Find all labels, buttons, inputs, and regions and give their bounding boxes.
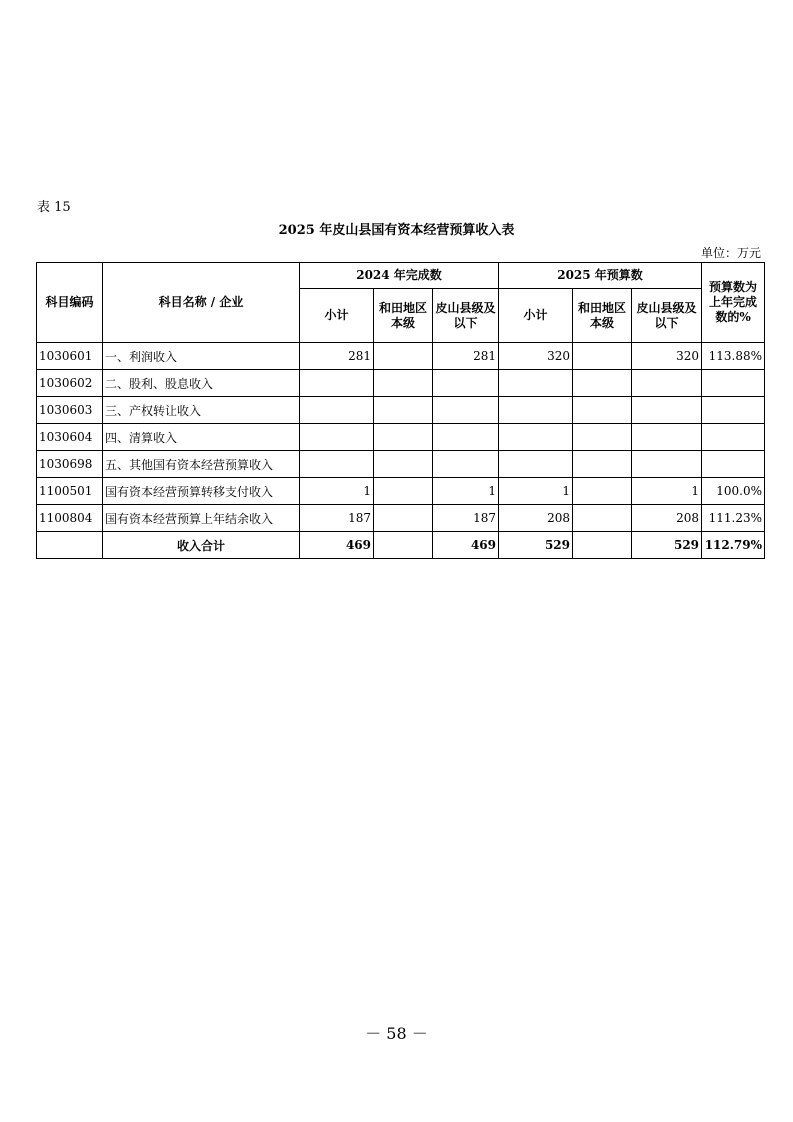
cell-2025-hetian bbox=[573, 370, 632, 397]
cell-ratio: 100.0% bbox=[702, 478, 765, 505]
cell-2025-hetian bbox=[573, 397, 632, 424]
total-2025-hetian bbox=[573, 532, 632, 559]
row-name: 五、其他国有资本经营预算收入 bbox=[103, 451, 300, 478]
header-code: 科目编码 bbox=[37, 263, 103, 343]
cell-2025-subtotal bbox=[499, 397, 573, 424]
cell-2024-subtotal: 1 bbox=[300, 478, 374, 505]
cell-2024-pishan: 187 bbox=[433, 505, 499, 532]
row-name: 国有资本经营预算转移支付收入 bbox=[103, 478, 300, 505]
cell-2025-subtotal bbox=[499, 424, 573, 451]
cell-ratio: 111.23% bbox=[702, 505, 765, 532]
unit-label: 单位：万元 bbox=[700, 246, 761, 260]
cell-2025-subtotal: 208 bbox=[499, 505, 573, 532]
row-code: 1100804 bbox=[37, 505, 103, 532]
table-row bbox=[37, 397, 765, 424]
cell-2024-subtotal bbox=[300, 370, 374, 397]
cell-2024-pishan bbox=[433, 370, 499, 397]
table-row bbox=[37, 343, 765, 370]
cell-ratio: 113.88% bbox=[702, 343, 765, 370]
total-label: 收入合计 bbox=[103, 532, 300, 559]
table-row bbox=[37, 478, 765, 505]
header-2025-subtotal: 小计 bbox=[499, 289, 573, 343]
cell-2024-hetian bbox=[374, 343, 433, 370]
total-2025-pishan: 529 bbox=[632, 532, 702, 559]
cell-2025-hetian bbox=[573, 343, 632, 370]
cell-2025-hetian bbox=[573, 424, 632, 451]
page-number: － 58 － bbox=[365, 1024, 428, 1043]
cell-2025-pishan bbox=[632, 451, 702, 478]
header-2025-pishan: 皮山县级及以下 bbox=[632, 289, 702, 343]
header-group-2024: 2024 年完成数 bbox=[300, 263, 499, 289]
cell-2025-subtotal: 320 bbox=[499, 343, 573, 370]
cell-2024-pishan bbox=[433, 424, 499, 451]
cell-ratio bbox=[702, 370, 765, 397]
cell-2025-pishan: 1 bbox=[632, 478, 702, 505]
table-row bbox=[37, 370, 765, 397]
cell-2024-hetian bbox=[374, 451, 433, 478]
cell-2025-pishan bbox=[632, 397, 702, 424]
row-code: 1030603 bbox=[37, 397, 103, 424]
budget-revenue-table bbox=[36, 262, 765, 559]
cell-2024-pishan: 281 bbox=[433, 343, 499, 370]
header-name: 科目名称 / 企业 bbox=[103, 263, 300, 343]
table-title: 2025 年皮山县国有资本经营预算收入表 bbox=[278, 223, 515, 238]
row-code: 1100501 bbox=[37, 478, 103, 505]
row-name: 一、利润收入 bbox=[103, 343, 300, 370]
cell-2024-pishan: 1 bbox=[433, 478, 499, 505]
cell-2024-subtotal bbox=[300, 451, 374, 478]
row-code: 1030601 bbox=[37, 343, 103, 370]
row-name: 二、股利、股息收入 bbox=[103, 370, 300, 397]
header-ratio: 预算数为上年完成数的% bbox=[702, 263, 765, 343]
cell-2025-subtotal bbox=[499, 451, 573, 478]
table-row bbox=[37, 451, 765, 478]
cell-2024-pishan bbox=[433, 397, 499, 424]
cell-2025-pishan bbox=[632, 424, 702, 451]
total-2024-subtotal: 469 bbox=[300, 532, 374, 559]
cell-ratio bbox=[702, 451, 765, 478]
header-group-2025: 2025 年预算数 bbox=[499, 263, 702, 289]
cell-2025-hetian bbox=[573, 478, 632, 505]
total-2024-pishan: 469 bbox=[433, 532, 499, 559]
header-2024-subtotal: 小计 bbox=[300, 289, 374, 343]
cell-2025-pishan bbox=[632, 370, 702, 397]
cell-2025-subtotal: 1 bbox=[499, 478, 573, 505]
cell-2025-hetian bbox=[573, 451, 632, 478]
total-row bbox=[37, 532, 765, 559]
cell-2024-subtotal bbox=[300, 424, 374, 451]
row-name: 国有资本经营预算上年结余收入 bbox=[103, 505, 300, 532]
cell-ratio bbox=[702, 424, 765, 451]
row-code: 1030604 bbox=[37, 424, 103, 451]
cell-2024-hetian bbox=[374, 370, 433, 397]
total-code bbox=[37, 532, 103, 559]
cell-2024-hetian bbox=[374, 397, 433, 424]
total-2024-hetian bbox=[374, 532, 433, 559]
cell-2025-hetian bbox=[573, 505, 632, 532]
cell-2025-pishan: 208 bbox=[632, 505, 702, 532]
cell-2024-pishan bbox=[433, 451, 499, 478]
header-2025-hetian: 和田地区本级 bbox=[573, 289, 632, 343]
table-row bbox=[37, 505, 765, 532]
total-2025-subtotal: 529 bbox=[499, 532, 573, 559]
row-name: 三、产权转让收入 bbox=[103, 397, 300, 424]
cell-2024-subtotal: 187 bbox=[300, 505, 374, 532]
total-ratio: 112.79% bbox=[702, 532, 765, 559]
cell-2024-hetian bbox=[374, 478, 433, 505]
cell-2024-hetian bbox=[374, 424, 433, 451]
table-row bbox=[37, 424, 765, 451]
cell-2025-pishan: 320 bbox=[632, 343, 702, 370]
cell-2025-subtotal bbox=[499, 370, 573, 397]
header-2024-hetian: 和田地区本级 bbox=[374, 289, 433, 343]
header-2024-pishan: 皮山县级及以下 bbox=[433, 289, 499, 343]
cell-2024-subtotal: 281 bbox=[300, 343, 374, 370]
row-code: 1030602 bbox=[37, 370, 103, 397]
table-label: 表 15 bbox=[37, 200, 71, 215]
row-code: 1030698 bbox=[37, 451, 103, 478]
cell-2024-subtotal bbox=[300, 397, 374, 424]
row-name: 四、清算收入 bbox=[103, 424, 300, 451]
cell-2024-hetian bbox=[374, 505, 433, 532]
cell-ratio bbox=[702, 397, 765, 424]
